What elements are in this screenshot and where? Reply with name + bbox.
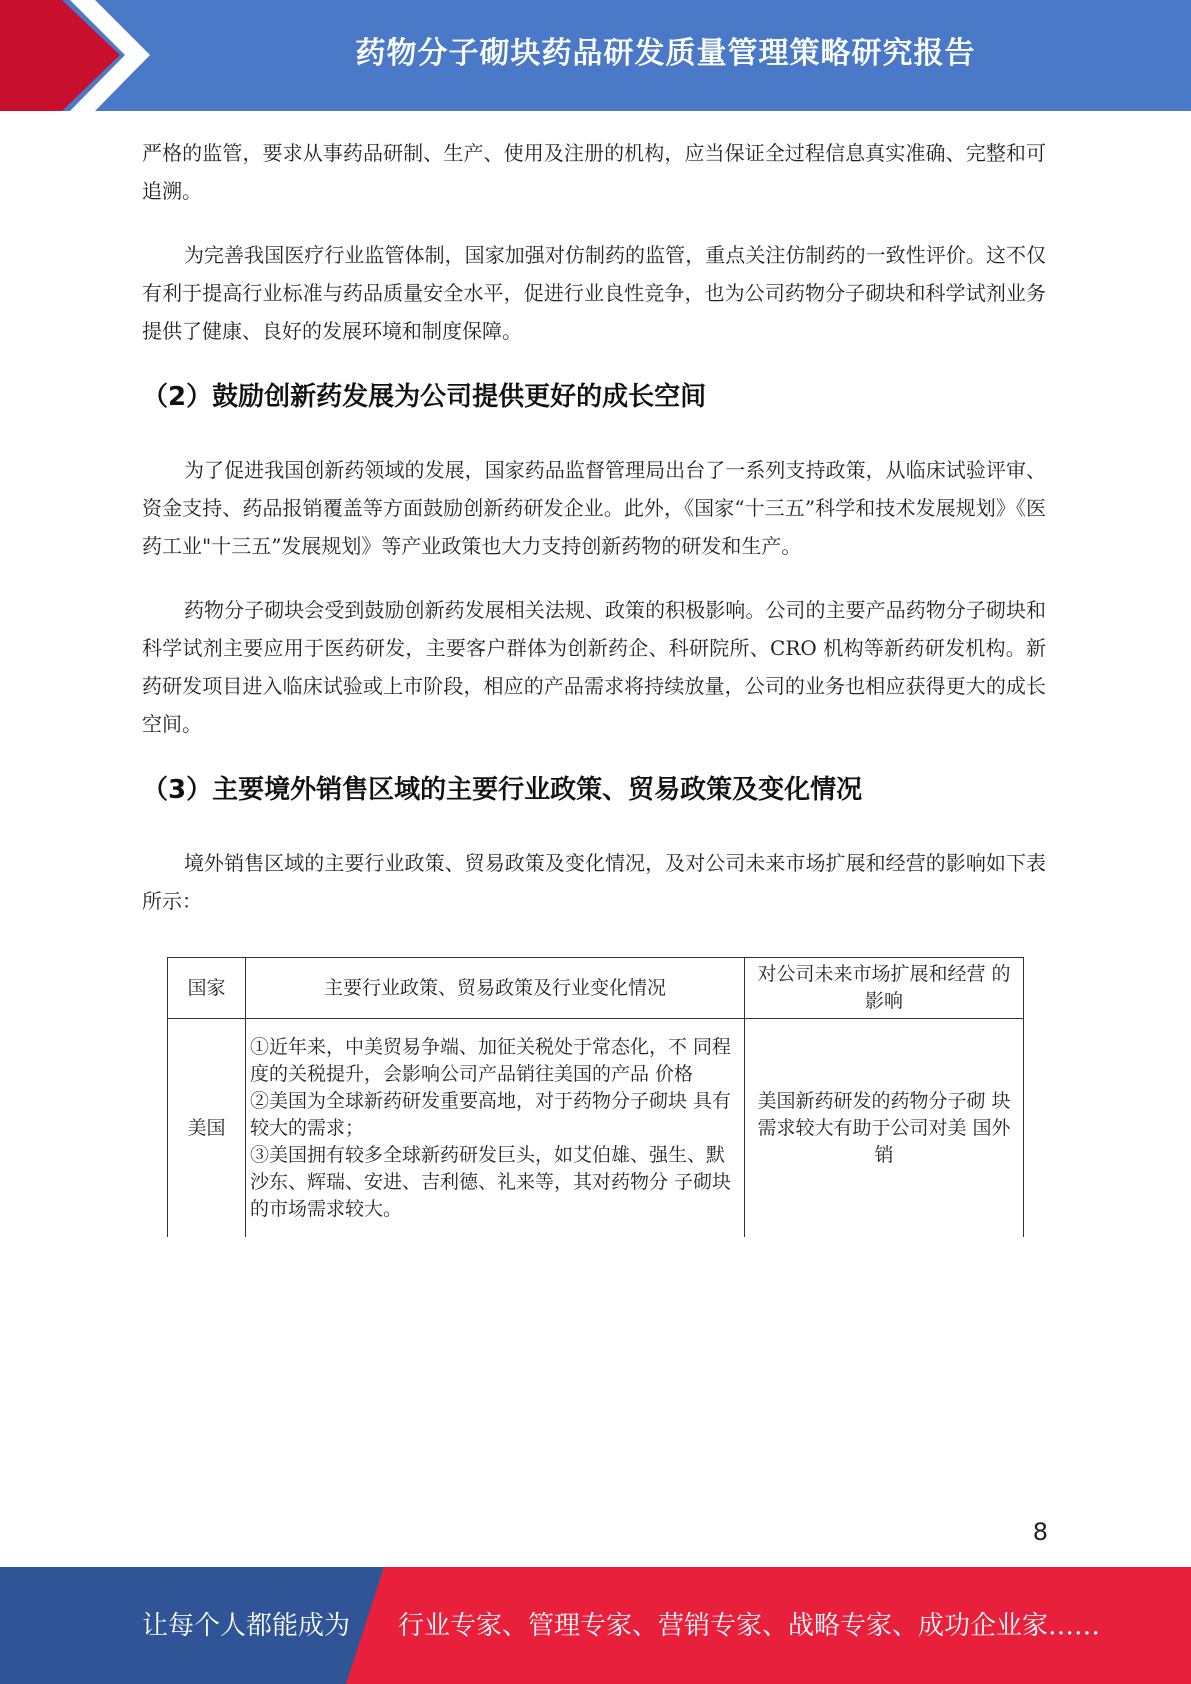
section-heading: （2）鼓励创新药发展为公司提供更好的成长空间 [142, 382, 707, 412]
main-content [142, 134, 1046, 920]
page-header [0, 0, 1191, 111]
cell-impact: 美国新药研发的药物分子砌 块需求较大有助于公司对美 国外销 [745, 1019, 1024, 1238]
footer-slogan-right: 行业专家、管理专家、营销专家、战略专家、成功企业家…… [398, 1611, 1101, 1641]
policy-item: ①近年来，中美贸易争端、加征关税处于常态化，不 同程度的关税提升，会影响公司产品销往美国的产品 价格 [250, 1035, 732, 1085]
header-title: 药物分子砌块药品研发质量管理策略研究报告 [355, 36, 976, 71]
policy-item: ②美国为全球新药研发重要高地，对于药物分子砌块 具有较大的需求； [250, 1089, 732, 1139]
footer-slogan-left: 让每个人都能成为 [142, 1611, 351, 1641]
table-header-row [168, 958, 1024, 1019]
column-header-impact: 对公司未来市场扩展和经营 的影响 [745, 958, 1024, 1019]
paragraph: 为了促进我国创新药领域的发展，国家药品监督管理局出台了一系列支持政策，从临床试验评审、资金支持、药品报销覆盖等方面鼓励创新药研发企业。此外，《国家“十三五”科学和技术发展规划》《医药工业"十三五”发展规划》等产业政策也大力支持创新药物的研发和生产。 [142, 458, 1046, 558]
column-header-policy: 主要行业政策、贸易政策及行业变化情况 [246, 958, 745, 1019]
page-number: 8 [1032, 1518, 1048, 1546]
paragraph: 为完善我国医疗行业监管体制，国家加强对仿制药的监管，重点关注仿制药的一致性评价。这不仅有利于提高行业标准与药品质量安全水平，促进行业良性竞争，也为公司药物分子砌块和科学试剂业务提供了健康、良好的发展环境和制度保障。 [142, 243, 1046, 343]
policy-item: ③美国拥有较多全球新药研发巨头，如艾伯雄、强生、默沙东、辉瑞、安进、吉利德、礼来等，其对药物分 子砌块的市场需求较大。 [250, 1143, 732, 1220]
market-policy-table [167, 957, 1024, 1237]
section-heading: （3）主要境外销售区域的主要行业政策、贸易政策及变化情况 [142, 775, 863, 805]
table-row [168, 1019, 1024, 1238]
cell-policy [246, 1019, 745, 1238]
paragraph: 境外销售区域的主要行业政策、贸易政策及变化情况，及对公司未来市场扩展和经营的影响如下表所示： [142, 851, 1046, 913]
column-header-country: 国家 [168, 958, 246, 1019]
page-footer [0, 1567, 1191, 1684]
cell-country: 美国 [168, 1019, 246, 1238]
paragraph: 药物分子砌块会受到鼓励创新药发展相关法规、政策的积极影响。公司的主要产品药物分子砌块和科学试剂主要应用于医药研发，主要客户群体为创新药企、科研院所、CRO 机构等新药研发机构。新药研发项目进入临床试验或上市阶段，相应的产品需求将持续放量，公司的业务也相应获得更大的成长空间。 [142, 598, 1046, 736]
paragraph: 严格的监管，要求从事药品研制、生产、使用及注册的机构，应当保证全过程信息真实准确、完整和可追溯。 [142, 141, 1046, 203]
